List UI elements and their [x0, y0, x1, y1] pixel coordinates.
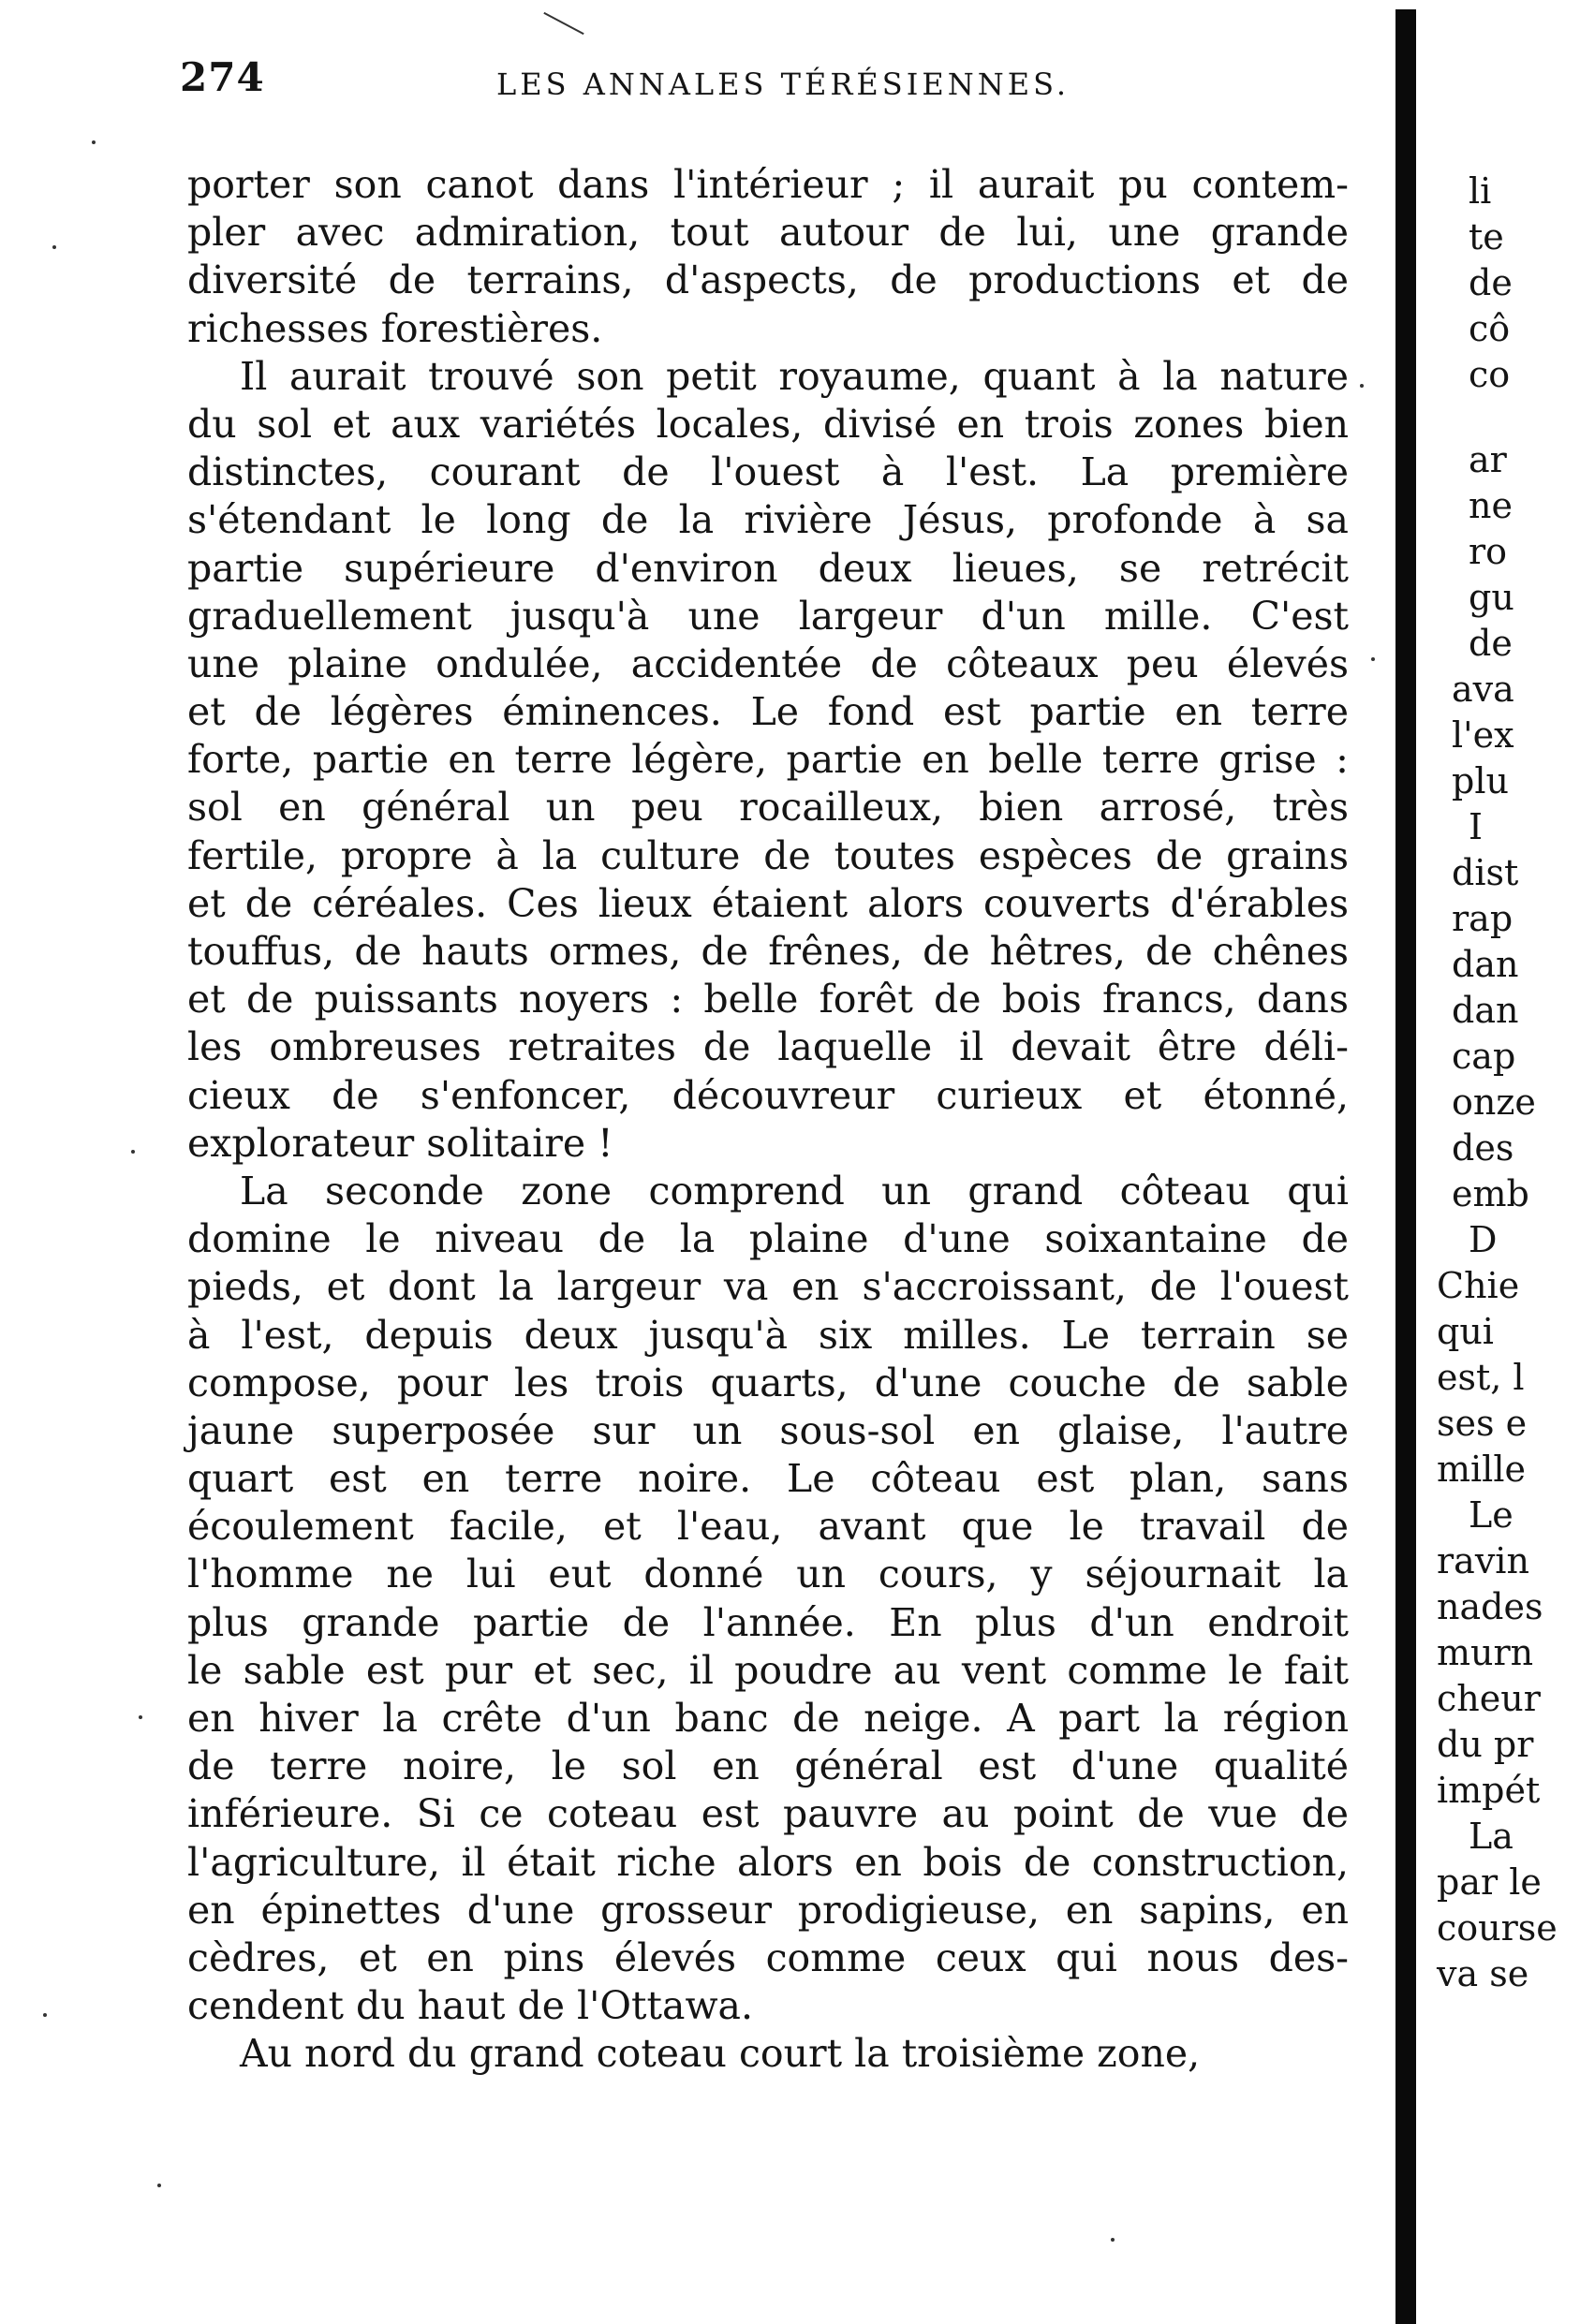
text-line: de terre noire, le sol en général est d'une qualité: [187, 1743, 1349, 1789]
print-speck: [1111, 2238, 1115, 2242]
facing-fragment-line: course: [1437, 1907, 1558, 1949]
text-line: touffus, de hauts ormes, de frênes, de hêtres, de chênes: [187, 929, 1349, 974]
facing-fragment-line: plu: [1452, 760, 1509, 802]
text-line: distinctes, courant de l'ouest à l'est. La première: [187, 449, 1349, 495]
facing-fragment-line: nades: [1437, 1586, 1543, 1627]
running-header: [0, 0, 1386, 131]
text-line: et de céréales. Ces lieux étaient alors couverts d'érables: [187, 880, 1349, 926]
facing-fragment-line: La: [1469, 1816, 1514, 1857]
text-line: diversité de terrains, d'aspects, de productions et de: [187, 257, 1349, 303]
text-line: cieux de s'enfoncer, découvreur curieux et étonné,: [187, 1072, 1349, 1118]
facing-fragment-line: Le: [1469, 1494, 1514, 1536]
running-title: LES ANNALES TÉRÉSIENNES.: [496, 66, 1071, 102]
binding-gutter-shadow: [1395, 9, 1416, 2324]
facing-fragment-line: dist: [1452, 852, 1519, 893]
facing-fragment-line: li: [1469, 170, 1492, 212]
text-line: les ombreuses retraites de laquelle il devait être déli-: [187, 1024, 1349, 1070]
facing-fragment-line: ravin: [1437, 1540, 1529, 1581]
print-speck: [92, 140, 96, 144]
text-line: graduellement jusqu'à une largeur d'un mille. C'est: [187, 593, 1349, 639]
text-line: à l'est, depuis deux jusqu'à six milles. Le terrain se: [187, 1312, 1349, 1358]
print-speck: [52, 245, 56, 249]
facing-fragment-line: gu: [1469, 577, 1514, 618]
text-line: inférieure. Si ce coteau est pauvre au point de vue de: [187, 1791, 1349, 1837]
text-line: porter son canot dans l'intérieur ; il aurait pu contem-: [187, 162, 1349, 207]
facing-fragment-line: est, l: [1437, 1357, 1525, 1398]
facing-fragment-line: ses e: [1437, 1403, 1528, 1444]
text-line: l'homme ne lui eut donné un cours, y séjournait la: [187, 1552, 1349, 1597]
facing-fragment-line: dan: [1452, 944, 1519, 985]
text-line: en hiver la crête d'un banc de neige. A part la région: [187, 1696, 1349, 1741]
facing-fragment-line: par le: [1437, 1861, 1542, 1903]
facing-fragment-line: D: [1469, 1219, 1498, 1260]
facing-fragment-line: rap: [1452, 898, 1514, 939]
facing-fragment-line: cô: [1469, 308, 1511, 349]
facing-page-fragment: [1424, 169, 1580, 1997]
text-line: s'étendant le long de la rivière Jésus, profonde à sa: [187, 497, 1349, 543]
print-speck: [43, 2013, 47, 2017]
text-line: forte, partie en terre légère, partie en belle terre grise :: [187, 737, 1349, 783]
page-number: 274: [180, 54, 265, 100]
facing-fragment-line: murn: [1437, 1632, 1534, 1673]
paragraph-start-line: Au nord du grand coteau court la troisième zone,: [240, 2031, 1201, 2077]
paragraph-start-line: La seconde zone comprend un grand côteau qui: [240, 1168, 1349, 1213]
facing-fragment-line: emb: [1452, 1173, 1529, 1214]
text-line: en épinettes d'une grosseur prodigieuse, en sapins, en: [187, 1887, 1349, 1933]
text-line: quart est en terre noire. Le côteau est plan, sans: [187, 1456, 1349, 1502]
facing-fragment-line: cheur: [1437, 1678, 1541, 1719]
facing-fragment-line: Chie: [1437, 1265, 1520, 1306]
print-speck: [139, 1715, 142, 1719]
facing-fragment-line: de: [1469, 623, 1513, 664]
facing-fragment-line: impét: [1437, 1770, 1541, 1811]
print-speck: [157, 2184, 161, 2187]
facing-fragment-line: co: [1469, 354, 1511, 395]
text-line: et de puissants noyers : belle forêt de bois francs, dans: [187, 977, 1349, 1022]
facing-fragment-line: de: [1469, 262, 1513, 303]
main-text-column: [187, 161, 1349, 2079]
facing-fragment-line: mille: [1437, 1449, 1526, 1490]
printer-mark: [543, 12, 583, 35]
text-line: partie supérieure d'environ deux lieues, se retrécit: [187, 545, 1349, 591]
facing-fragment-line: I: [1469, 806, 1484, 847]
facing-fragment-line: qui: [1437, 1311, 1494, 1352]
text-line: l'agriculture, il était riche alors en bois de construction,: [187, 1839, 1349, 1885]
facing-fragment-line: va se: [1437, 1953, 1529, 1994]
print-speck: [1360, 384, 1364, 388]
text-line: pler avec admiration, tout autour de lui, une grande: [187, 210, 1349, 256]
print-speck: [1371, 657, 1375, 661]
facing-fragment-line: des: [1452, 1127, 1514, 1169]
text-line: écoulement facile, et l'eau, avant que le travail de: [187, 1504, 1349, 1550]
text-line: du sol et aux variétés locales, divisé en trois zones bien: [187, 401, 1349, 447]
facing-fragment-line: ava: [1452, 669, 1514, 710]
text-line: une plaine ondulée, accidentée de côteaux peu élevés: [187, 640, 1349, 686]
facing-fragment-line: ne: [1469, 485, 1513, 526]
facing-fragment-line: te: [1469, 216, 1504, 257]
text-line: domine le niveau de la plaine d'une soixantaine de: [187, 1216, 1349, 1262]
facing-fragment-line: ro: [1469, 531, 1508, 572]
paragraph-start-line: Il aurait trouvé son petit royaume, quant à la nature: [240, 353, 1349, 399]
facing-fragment-line: onze: [1452, 1081, 1536, 1123]
text-line: cèdres, et en pins élevés comme ceux qui nous des-: [187, 1934, 1349, 1980]
text-line: sol en général un peu rocailleux, bien arrosé, très: [187, 785, 1349, 831]
text-line: fertile, propre à la culture de toutes espèces de grains: [187, 832, 1349, 878]
facing-fragment-line: dan: [1452, 990, 1519, 1031]
text-line: le sable est pur et sec, il poudre au vent comme le fait: [187, 1647, 1349, 1693]
facing-fragment-line: ar: [1469, 439, 1507, 480]
text-line: explorateur solitaire !: [187, 1120, 613, 1166]
facing-fragment-line: cap: [1452, 1036, 1516, 1077]
facing-fragment-line: l'ex: [1452, 714, 1514, 756]
print-speck: [131, 1150, 135, 1154]
text-line: plus grande partie de l'année. En plus d'un endroit: [187, 1599, 1349, 1645]
facing-fragment-line: du pr: [1437, 1724, 1534, 1765]
text-line: jaune superposée sur un sous-sol en glaise, l'autre: [187, 1407, 1349, 1453]
text-line: compose, pour les trois quarts, d'une couche de sable: [187, 1360, 1349, 1405]
text-line: richesses forestières.: [187, 305, 603, 351]
text-line: pieds, et dont la largeur va en s'accroissant, de l'ouest: [187, 1264, 1349, 1310]
text-line: cendent du haut de l'Ottawa.: [187, 1983, 754, 2029]
text-line: et de légères éminences. Le fond est partie en terre: [187, 689, 1349, 735]
